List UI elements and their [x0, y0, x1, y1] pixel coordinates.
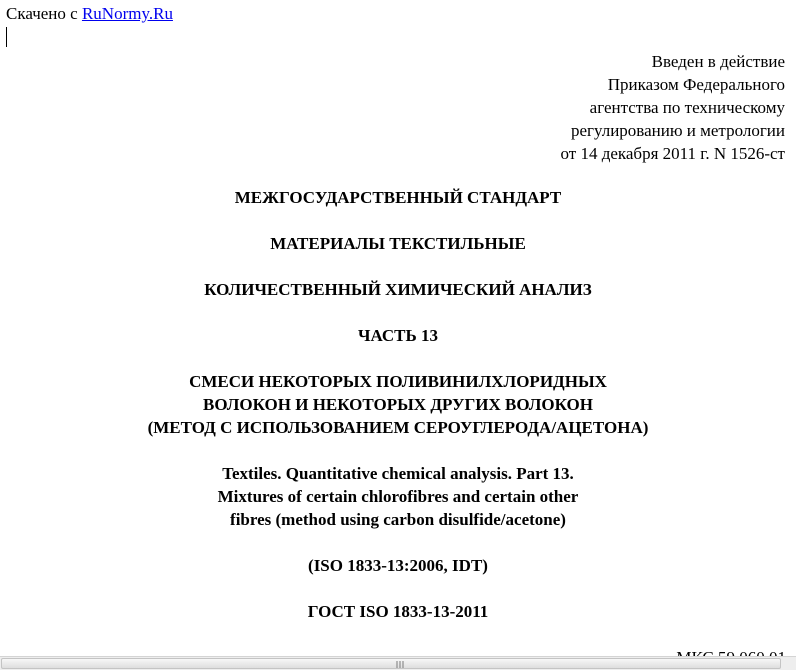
subject-en-heading: [0, 462, 796, 531]
runormy-link[interactable]: RuNormy.Ru: [81, 4, 173, 23]
scrollbar-thumb[interactable]: [1, 658, 781, 669]
enactment-line: агентства по техническому: [589, 98, 785, 117]
subject-ru-heading: [0, 370, 796, 439]
horizontal-scrollbar[interactable]: [0, 656, 796, 670]
analysis-heading: КОЛИЧЕСТВЕННЫЙ ХИМИЧЕСКИЙ АНАЛИЗ: [204, 280, 592, 299]
subject-en-line: Textiles. Quantitative chemical analysis. Part 13.: [222, 464, 574, 483]
enactment-line: от 14 декабря 2011 г. N 1526-ст: [560, 144, 785, 163]
subject-ru-line: (МЕТОД С ИСПОЛЬЗОВАНИЕМ СЕРОУГЛЕРОДА/АЦЕТОНА): [147, 418, 649, 437]
gost-designation: ГОСТ ISO 1833-13-2011: [307, 602, 489, 621]
text-cursor: [6, 27, 7, 47]
iso-reference: (ISO 1833-13:2006, IDT): [308, 556, 488, 575]
enactment-line: Введен в действие: [651, 52, 785, 71]
subject-en-line: Mixtures of certain chlorofibres and certain other: [217, 487, 579, 506]
part-heading: ЧАСТЬ 13: [357, 326, 438, 345]
subject-en-line: fibres (method using carbon disulfide/acetone): [230, 510, 566, 529]
materials-heading: МАТЕРИАЛЫ ТЕКСТИЛЬНЫЕ: [270, 234, 526, 253]
download-source-line: [6, 4, 173, 24]
download-prefix: Скачено с: [6, 4, 78, 23]
enactment-note: [560, 50, 785, 165]
enactment-line: регулированию и метрологии: [570, 121, 785, 140]
grip-icon: [394, 661, 406, 668]
subject-ru-line: СМЕСИ НЕКОТОРЫХ ПОЛИВИНИЛХЛОРИДНЫХ: [189, 372, 607, 391]
subject-ru-line: ВОЛОКОН И НЕКОТОРЫХ ДРУГИХ ВОЛОКОН: [203, 395, 593, 414]
standard-type-heading: МЕЖГОСУДАРСТВЕННЫЙ СТАНДАРТ: [234, 188, 562, 207]
enactment-line: Приказом Федерального: [607, 75, 785, 94]
